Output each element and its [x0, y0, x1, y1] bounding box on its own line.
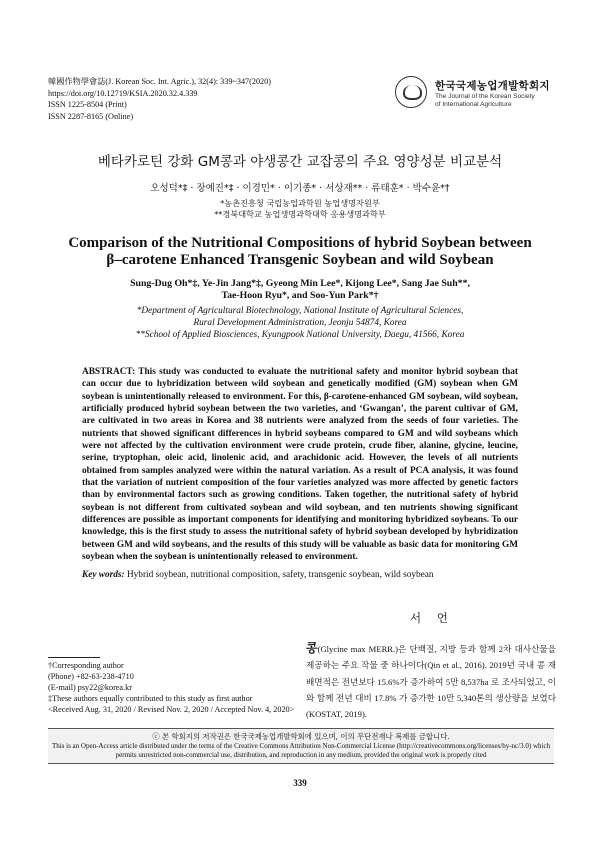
society-logo [395, 76, 565, 110]
footnote-divider [48, 657, 100, 658]
intro-body: (Glycine max MERR.)은 단백질, 지방 등과 함께 2차 대사산물을 제공하는 주요 작물 중 하나이다(Qin et al., 2016). 2019년 국내 콩 재배면적은 전년보다 15.6%가 증가하여 5만 8,537ha 로 조사되었고, 이와 함께 전년 대비 17.8% 가 증가한 10만 5,340톤의 생산량을 보였다(KOSTAT, 2019). [306, 644, 556, 720]
korean-affiliations: *농촌진흥청 국립농업과학원 농업생명자원부 **경북대학교 농업생명과학대학 응용생명과학부 [214, 198, 386, 219]
keywords-text: Hybrid soybean, nutritional composition, safety, transgenic soybean, wild soybean [126, 570, 434, 580]
english-authors: Sung-Dug Oh*‡, Ye-Jin Jang*‡, Gyeong Min Lee*, Kijong Lee*, Sang Jae Suh**, Tae-Hoon Ryu*, and Soo-Yun Park*† [130, 278, 470, 301]
abstract-label: ABSTRACT: [82, 367, 136, 377]
doi-link[interactable]: https://doi.org/10.12719/KSIA.2020.32.4.339 [48, 88, 198, 98]
society-name-kr: 한국국제농업개발학회지 [435, 80, 550, 92]
keywords [82, 570, 518, 580]
footnotes: †Corresponding author (Phone) +82-63-238-4710 (E-mail) psy22@korea.kr ‡These authors equally contributed to this study as first author <Received Aug. 31, 2020 / Revised Nov. 2, 2020 / Accepted Nov. 4, 2020> [48, 660, 298, 715]
korean-title: 베타카로틴 강화 GM콩과 야생콩간 교잡콩의 주요 영양성분 비교분석 [97, 154, 503, 170]
abstract [82, 366, 518, 564]
introduction-text [306, 640, 556, 722]
license-text-cont: permits unrestricted non-commercial use, distribution, and reproduction in any medium, provided the original work is properly cited [115, 751, 487, 759]
introduction-heading: 서 언 [410, 611, 454, 625]
corresponding-email[interactable]: (E-mail) psy22@korea.kr [48, 683, 132, 692]
english-title: Comparison of the Nutritional Compositions of hybrid Soybean between β–carotene Enhanced Transgenic Soybean and wild Soybean [68, 235, 532, 268]
english-affiliations: *Department of Agricultural Biotechnology, National Institute of Agricultural Sciences, Rural Development Administration, Jeonju 54874, Korea **School of Applied Biosciences, Kyungpook National University, Daegu, 41566, Korea [135, 306, 465, 340]
abstract-text: This study was conducted to evaluate the nutritional safety and monitor hybrid soybean that can occur due to hybridization between wild soybean and genetically modified (GM) soybean when GM soybean is unintentionally released to environment. For this, β-carotene-enhanced GM soybean, wild soybean, artificially produced hybrid soybean between the two varieties, and ‘Gwangan’, the parent cultivar of GM, are cultivated in two areas in Korea and 38 nutrients were analyzed from the seeds of four varieties. The nutrients that showed significant differences in hybrid soybeans compared to GM and wild soybeans which were not affected by the cultivation environment were crude protein, crude fiber, alanine, glycine, leucine, serine, tryptophan, oleic acid, linolenic acid, and arachidonic acid. However, the levels of all nutrients obtained from samples analyzed were within the natural variation. As a result of PCA analysis, it was found that the variation of nutrient composition of the four varieties analyzed was more affected by genetic factors than by environmental factors such as growing conditions. Taken together, the nutritional safety of hybrid soybean is not different from cultivated soybean and wild soybean, and ten nutrients showing significant differences are possible as important components for identifying and monitoring hybridized soybeans. To our knowledge, this is the first study to assess the nutritional safety of hybrid soybean developed by hybridization between GM and wild soybeans, and the results of this study will be valuable as basic data for monitoring GM soybean when the soybean is unintentionally released to environment. [82, 367, 519, 563]
society-emblem-icon [395, 76, 427, 108]
korean-authors: 오성덕*‡ · 장예진*‡ · 이경민* · 이기종* · 서상재** · 류태훈* · 박수윤*† [150, 183, 450, 194]
keywords-label: Key words: [82, 570, 125, 580]
intro-drop-char: 콩 [306, 641, 318, 655]
issn-online: ISSN 2287-8165 (Online) [48, 111, 134, 121]
society-name-en: The Journal of the Korean Society of International Agriculture [435, 93, 535, 108]
citation: 韓國作物學會誌(J. Korean Soc. Int. Agric.), 32(4): 339~347(2020) [48, 77, 271, 86]
journal-header [48, 76, 271, 122]
page-number: 339 [293, 778, 307, 788]
copyright-notice: ⓒ 본 학회지의 저작권은 한국국제농업개발학회에 있으며, 이의 무단전재나 복제를 금합니다. [152, 732, 450, 741]
issn-print: ISSN 1225-8504 (Print) [48, 100, 127, 109]
license-text: This is an Open-Access article distributed under the terms of the Creative Commons Attribution Non-Commercial License (http://creativecommons.org/licenses/by-nc/3.0) which [51, 742, 551, 750]
license-box [48, 728, 554, 764]
